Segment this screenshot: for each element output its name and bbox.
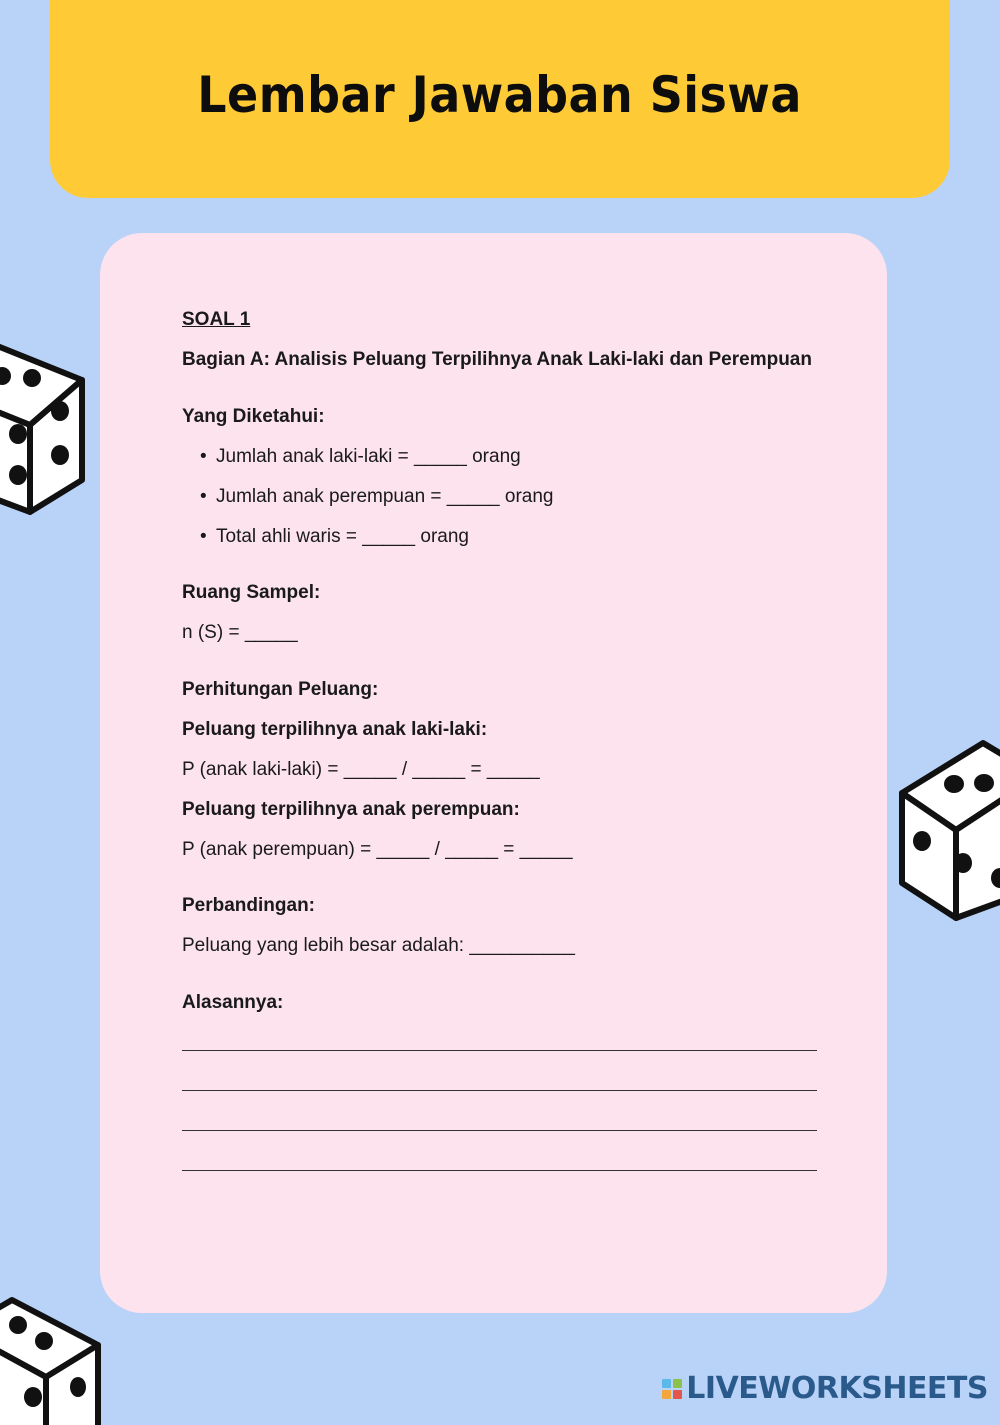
ruang-sampel-heading: Ruang Sampel: [182, 582, 321, 603]
title-banner [50, 0, 950, 198]
list-item: • Total ahli waris = _____ orang [200, 526, 469, 547]
list-item: • Jumlah anak laki-laki = _____ orang [200, 446, 521, 467]
ruang-sampel-formula: n (S) = _____ [182, 622, 298, 643]
logo-icon [662, 1379, 682, 1399]
page-title: Lembar Jawaban Siswa [197, 66, 803, 124]
bagian-heading: Bagian A: Analisis Peluang Terpilihnya Anak Laki-laki dan Perempuan [182, 349, 812, 370]
diketahui-heading: Yang Diketahui: [182, 406, 325, 427]
answer-line-4[interactable] [182, 1170, 817, 1171]
answer-line-3[interactable] [182, 1130, 817, 1131]
peluang-perempuan-formula: P (anak perempuan) = _____ / _____ = _____ [182, 839, 573, 860]
diketahui-item-laki: Jumlah anak laki-laki = _____ orang [216, 446, 521, 467]
alasan-heading: Alasannya: [182, 992, 284, 1013]
dice-icon-right [898, 738, 1000, 923]
perbandingan-heading: Perbandingan: [182, 895, 316, 916]
logo-text: LIVEWORKSHEETS [686, 1371, 988, 1406]
perhitungan-heading: Perhitungan Peluang: [182, 679, 379, 700]
dice-icon-left [0, 330, 86, 515]
answer-card [100, 233, 887, 1313]
answer-line-2[interactable] [182, 1090, 817, 1091]
peluang-laki-formula: P (anak laki-laki) = _____ / _____ = _____ [182, 759, 540, 780]
peluang-perempuan-heading: Peluang terpilihnya anak perempuan: [182, 799, 520, 820]
list-item: • Jumlah anak perempuan = _____ orang [200, 486, 554, 507]
perbandingan-text: Peluang yang lebih besar adalah: __________ [182, 935, 575, 956]
diketahui-item-perempuan: Jumlah anak perempuan = _____ orang [216, 486, 554, 507]
liveworksheets-logo [662, 1371, 988, 1406]
dice-icon-bottom [0, 1295, 105, 1425]
diketahui-item-total: Total ahli waris = _____ orang [216, 526, 469, 547]
soal-label: SOAL 1 [182, 309, 251, 330]
answer-line-1[interactable] [182, 1050, 817, 1051]
peluang-laki-heading: Peluang terpilihnya anak laki-laki: [182, 719, 488, 740]
